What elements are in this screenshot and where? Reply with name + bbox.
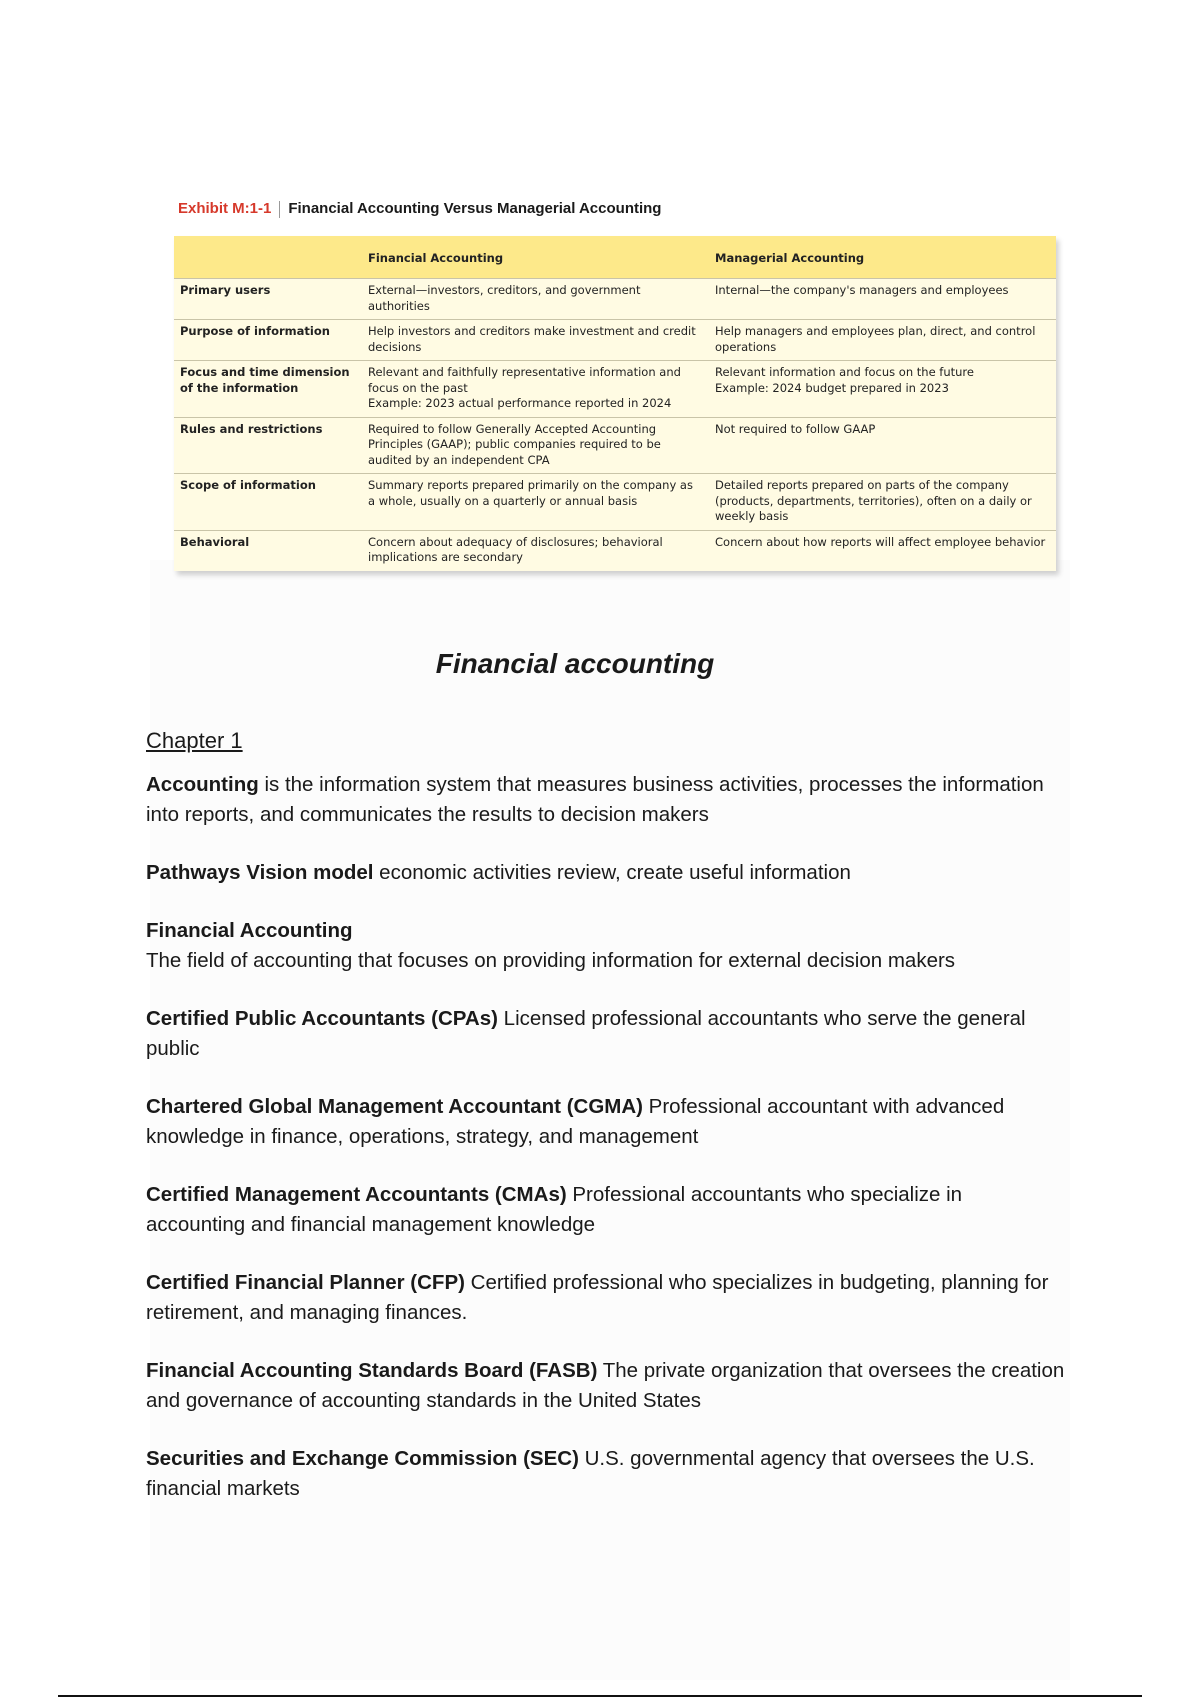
definition-pathways-vision-model: [146, 858, 1066, 888]
financial-text: Relevant and faithfully representative information and focus on the past: [368, 365, 681, 395]
definition-cgma: [146, 1092, 1066, 1152]
definition-term: Financial Accounting Standards Board (FASB): [146, 1359, 598, 1382]
table-row: [174, 530, 1056, 571]
definition-text: The field of accounting that focuses on providing information for external decision makers: [146, 949, 956, 972]
managerial-cell: Not required to follow GAAP: [709, 417, 1056, 474]
definition-text: economic activities review, create useful information: [373, 861, 851, 884]
definition-term: Certified Management Accountants (CMAs): [146, 1183, 567, 1206]
financial-cell: Help investors and creditors make investment and credit decisions: [362, 320, 709, 361]
managerial-cell: Help managers and employees plan, direct, and control operations: [709, 320, 1056, 361]
definitions-list: [146, 770, 1066, 1532]
table-row: [174, 474, 1056, 531]
table-row: [174, 361, 1056, 418]
table-row: [174, 279, 1056, 320]
definition-text: Certified professional who specializes in budgeting, planning for retirement, and managing finances.: [146, 1271, 1049, 1324]
financial-cell: Concern about adequacy of disclosures; behavioral implications are secondary: [362, 530, 709, 571]
financial-cell: Required to follow Generally Accepted Accounting Principles (GAAP); public companies required to be audited by an independent CPA: [362, 417, 709, 474]
definition-cfp: [146, 1268, 1066, 1328]
row-label: Primary users: [174, 279, 362, 320]
managerial-cell: [709, 361, 1056, 418]
header-managerial: Managerial Accounting: [709, 236, 1056, 279]
comparison-table: [174, 236, 1056, 571]
table-row: [174, 417, 1056, 474]
table-header-row: [174, 236, 1056, 279]
definition-cpas: [146, 1004, 1066, 1064]
definition-text: U.S. governmental agency that oversees the U.S. financial markets: [146, 1447, 1035, 1500]
definition-term: Certified Financial Planner (CFP): [146, 1271, 465, 1294]
definition-text: The private organization that oversees the creation and governance of accounting standards in the United States: [146, 1359, 1065, 1412]
definition-text: Professional accountants who specialize in accounting and financial management knowledge: [146, 1183, 963, 1236]
definition-sec: [146, 1444, 1066, 1504]
definition-term: Chartered Global Management Accountant (CGMA): [146, 1095, 643, 1118]
row-label: Rules and restrictions: [174, 417, 362, 474]
definition-accounting: [146, 770, 1066, 830]
definition-text: is the information system that measures business activities, processes the information into reports, and communicates the results to decision makers: [146, 773, 1044, 826]
exhibit-title: [178, 200, 661, 218]
chapter-heading: Chapter 1: [146, 728, 243, 753]
header-empty: [174, 236, 362, 279]
definition-cmas: [146, 1180, 1066, 1240]
definition-term: Pathways Vision model: [146, 861, 374, 884]
table-row: [174, 320, 1056, 361]
bottom-rule: [58, 1695, 1142, 1697]
managerial-cell: Internal—the company's managers and employees: [709, 279, 1056, 320]
financial-cell: [362, 361, 709, 418]
definition-term: Securities and Exchange Commission (SEC): [146, 1447, 579, 1470]
exhibit-divider: [279, 201, 280, 218]
managerial-text: Relevant information and focus on the future: [715, 365, 974, 379]
row-label: Behavioral: [174, 530, 362, 571]
definition-text: Licensed professional accountants who serve the general public: [146, 1007, 1026, 1060]
definition-term: Certified Public Accountants (CPAs): [146, 1007, 498, 1030]
definition-financial-accounting: [146, 916, 1066, 976]
header-financial: Financial Accounting: [362, 236, 709, 279]
exhibit-table: [174, 236, 1056, 571]
definition-text: Professional accountant with advanced knowledge in finance, operations, strategy, and management: [146, 1095, 1005, 1148]
document-title: Financial accounting: [435, 648, 715, 679]
exhibit-name: Financial Accounting Versus Managerial Accounting: [288, 200, 662, 217]
financial-cell: Summary reports prepared primarily on the company as a whole, usually on a quarterly or annual basis: [362, 474, 709, 531]
managerial-cell: Detailed reports prepared on parts of the company (products, departments, territories), often on a daily or weekly basis: [709, 474, 1056, 531]
row-label: Scope of information: [174, 474, 362, 531]
definition-term: Financial Accounting: [146, 919, 353, 942]
definition-fasb: [146, 1356, 1066, 1416]
managerial-cell: Concern about how reports will affect employee behavior: [709, 530, 1056, 571]
financial-cell: External—investors, creditors, and government authorities: [362, 279, 709, 320]
definition-term: Accounting: [146, 773, 259, 796]
managerial-example: Example: 2024 budget prepared in 2023: [715, 380, 949, 395]
row-label: Purpose of information: [174, 320, 362, 361]
financial-example: Example: 2023 actual performance reported in 2024: [368, 396, 672, 410]
row-label: Focus and time dimension of the information: [174, 361, 362, 418]
exhibit-label: Exhibit M:1-1: [178, 200, 272, 217]
